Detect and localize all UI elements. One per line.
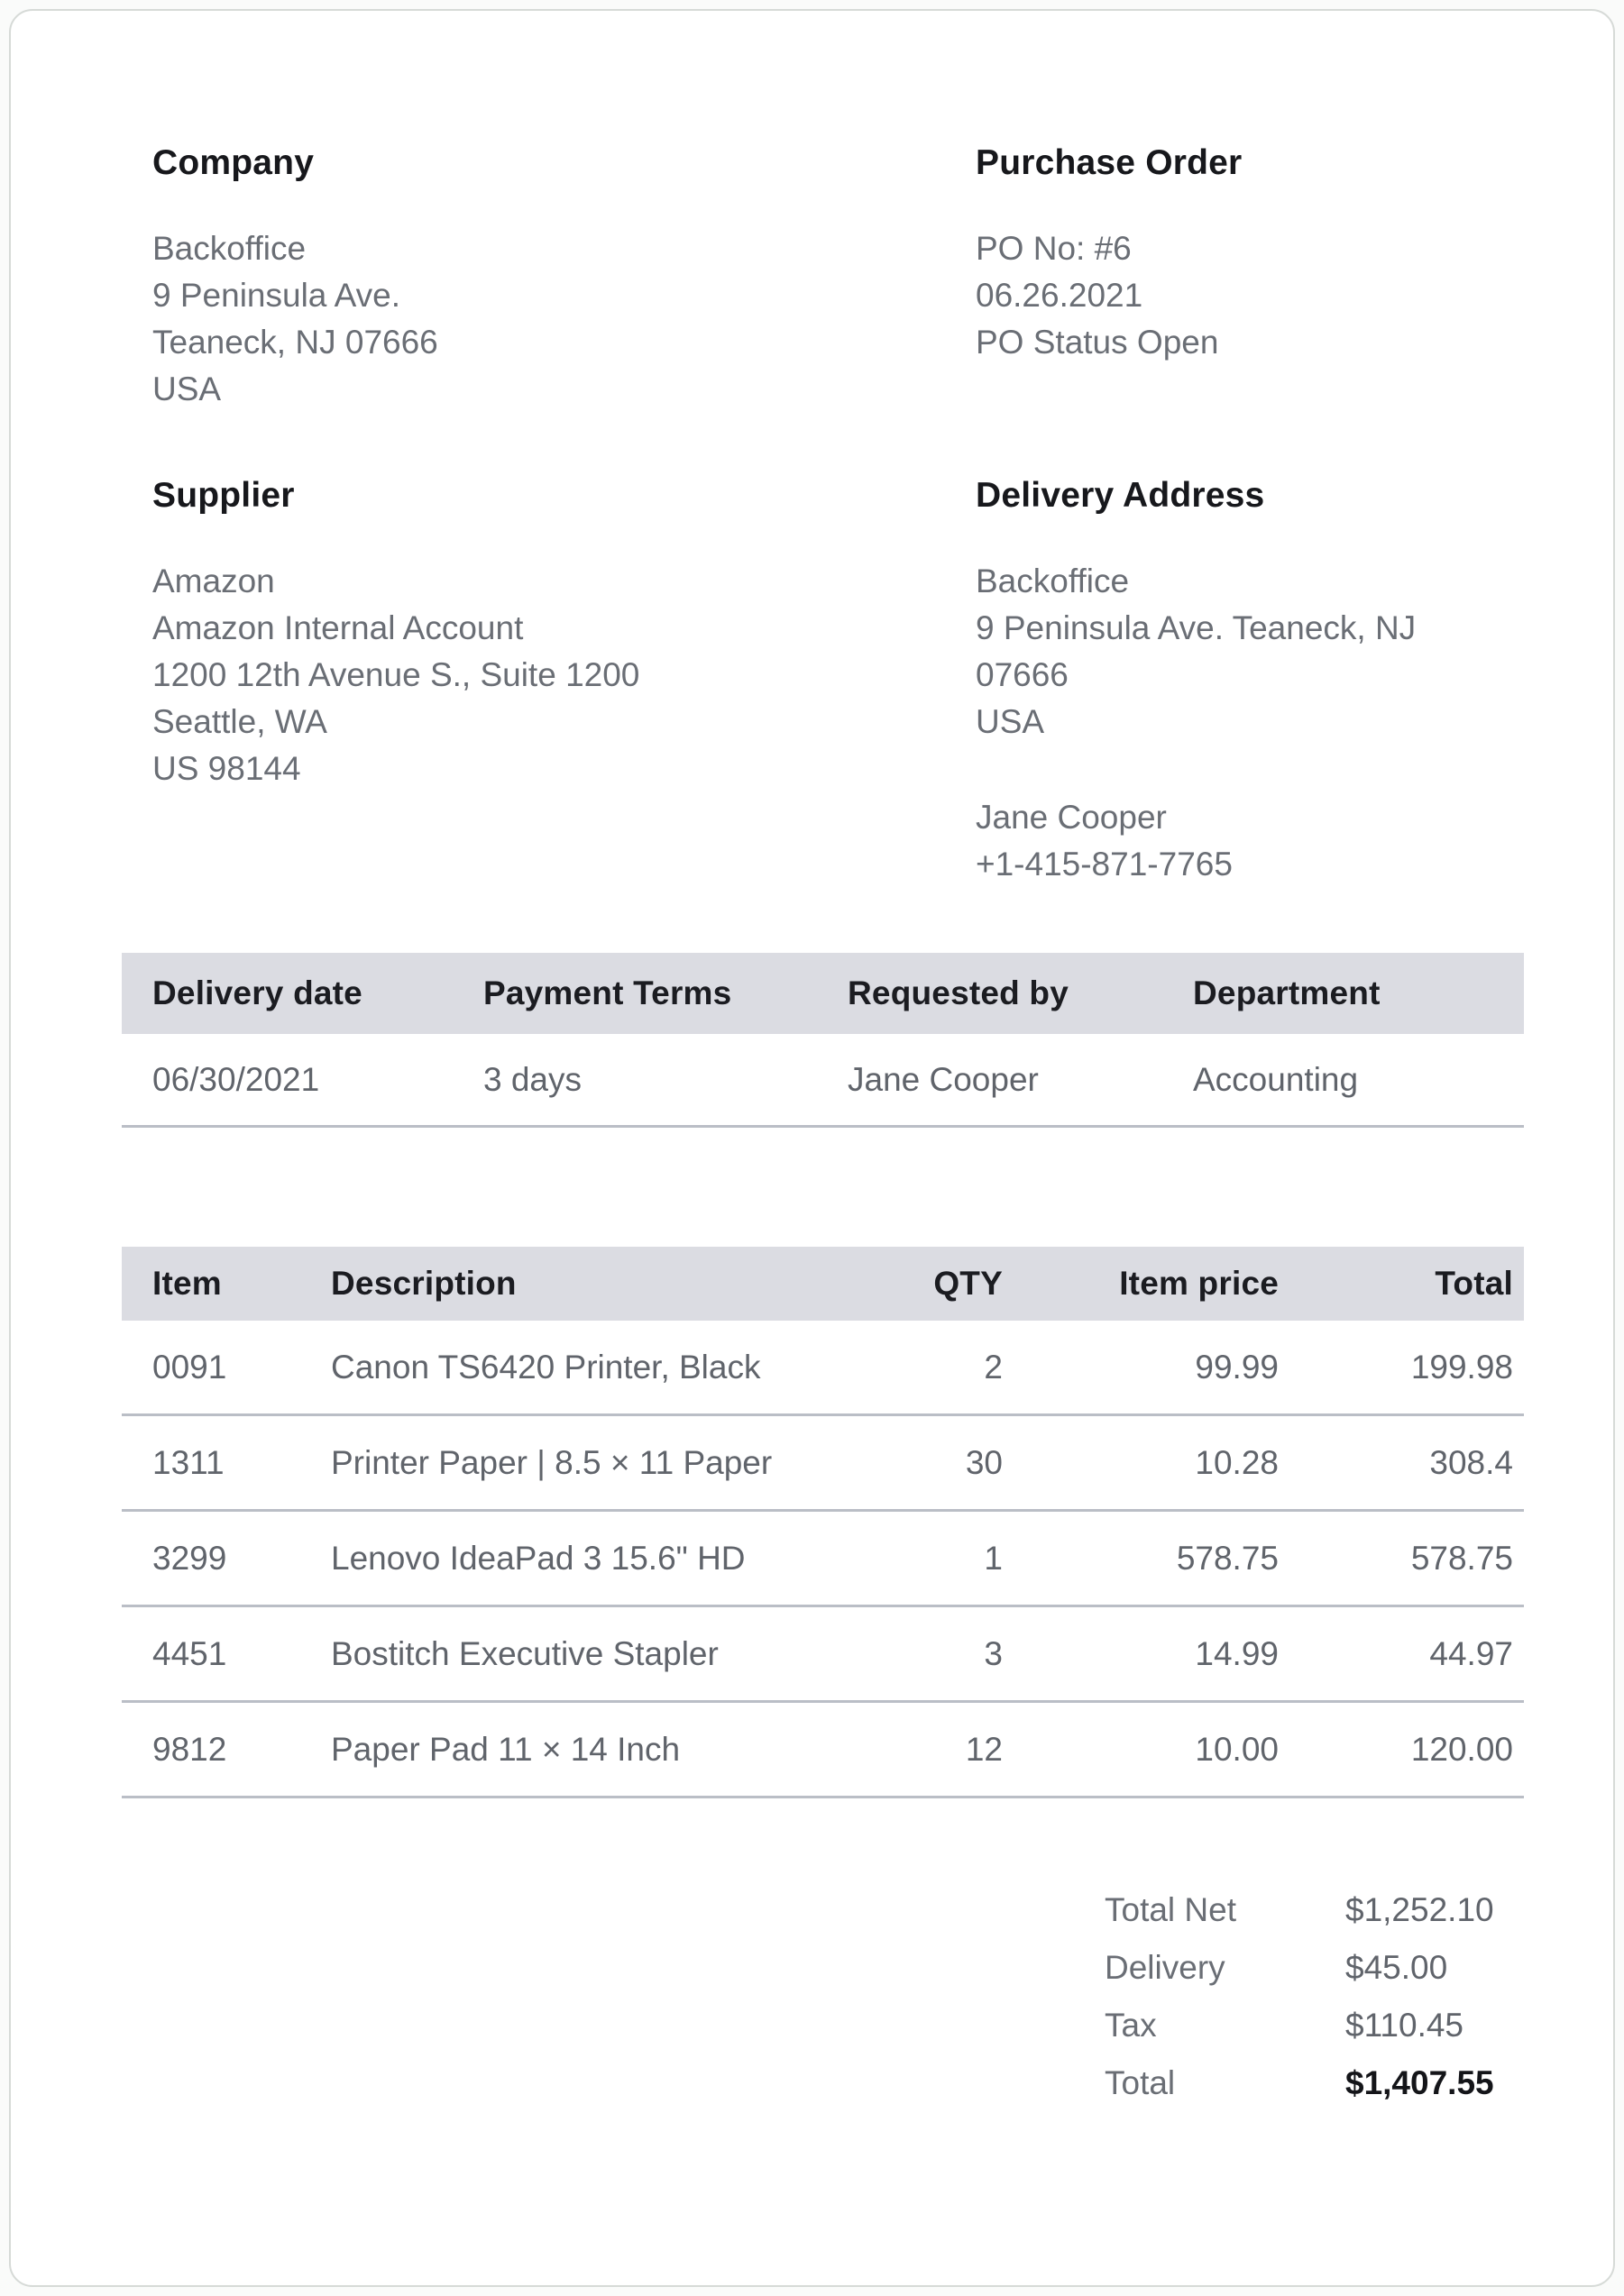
item-qty: 2 — [984, 1348, 1003, 1386]
totals-row-tax — [1105, 1997, 1523, 2054]
purchase-order-section — [945, 142, 1523, 413]
purchase-order-heading: Purchase Order — [976, 143, 1243, 182]
totals-row-net — [1105, 1881, 1523, 1939]
delivery-address-heading: Delivery Address — [976, 476, 1265, 515]
purchase-order-document — [9, 9, 1615, 2287]
department-value: Accounting — [1193, 1060, 1359, 1098]
address-row — [122, 475, 1523, 888]
order-details-value-row — [122, 1034, 1524, 1128]
item-code: 1311 — [152, 1443, 225, 1481]
item-price: 10.00 — [1195, 1730, 1279, 1768]
table-row — [122, 1703, 1524, 1798]
item-code: 3299 — [152, 1539, 227, 1577]
address-line: Amazon — [152, 563, 275, 599]
delivery-address — [976, 558, 1523, 746]
purchase-order-meta — [976, 225, 1523, 366]
column-header-payment-terms: Payment Terms — [483, 974, 732, 1011]
item-price: 10.28 — [1195, 1443, 1279, 1481]
address-line: 9 Peninsula Ave. Teaneck, NJ — [976, 609, 1417, 646]
item-price: 99.99 — [1195, 1348, 1279, 1386]
totals-section — [1105, 1881, 1523, 2112]
delivery-date-value: 06/30/2021 — [152, 1060, 320, 1098]
company-heading: Company — [152, 143, 315, 182]
totals-value: $1,252.10 — [1345, 1891, 1494, 1928]
supplier-address — [152, 558, 945, 792]
totals-value: $45.00 — [1345, 1949, 1448, 1986]
totals-label: Total — [1105, 2064, 1176, 2101]
item-code: 9812 — [152, 1730, 227, 1768]
column-header-item: Item — [152, 1265, 222, 1302]
address-line: Teaneck, NJ 07666 — [152, 324, 438, 361]
table-row — [122, 1416, 1524, 1512]
item-code: 0091 — [152, 1348, 227, 1386]
payment-terms-value: 3 days — [483, 1060, 583, 1098]
column-header-requested-by: Requested by — [848, 974, 1069, 1011]
address-line: 9 Peninsula Ave. — [152, 277, 400, 314]
column-header-delivery-date: Delivery date — [152, 974, 362, 1011]
header-row — [122, 142, 1523, 413]
column-header-item-price: Item price — [1119, 1265, 1279, 1302]
address-line: Backoffice — [152, 230, 307, 267]
column-header-department: Department — [1193, 974, 1381, 1011]
supplier-heading: Supplier — [152, 476, 295, 515]
item-description: Paper Pad 11 × 14 Inch — [331, 1730, 681, 1768]
item-total: 578.75 — [1410, 1539, 1513, 1577]
column-header-total: Total — [1435, 1265, 1513, 1302]
item-qty: 1 — [984, 1539, 1003, 1577]
delivery-address-section — [945, 475, 1523, 888]
column-header-qty: QTY — [933, 1265, 1003, 1302]
supplier-section — [122, 475, 945, 888]
contact-name: Jane Cooper — [976, 799, 1167, 836]
item-price: 578.75 — [1176, 1539, 1279, 1577]
item-total: 120.00 — [1410, 1730, 1513, 1768]
delivery-contact — [976, 794, 1523, 888]
table-row — [122, 1512, 1524, 1607]
item-total: 308.4 — [1429, 1443, 1513, 1481]
item-price: 14.99 — [1195, 1634, 1279, 1672]
po-number: PO No: #6 — [976, 230, 1132, 267]
totals-label: Total Net — [1105, 1891, 1237, 1928]
item-code: 4451 — [152, 1634, 227, 1672]
po-status: PO Status Open — [976, 324, 1219, 361]
address-line: USA — [976, 703, 1045, 740]
items-table — [122, 1247, 1524, 1798]
column-header-description: Description — [331, 1265, 517, 1302]
requested-by-value: Jane Cooper — [848, 1060, 1039, 1098]
contact-phone: +1-415-871-7765 — [976, 846, 1233, 883]
address-line: 1200 12th Avenue S., Suite 1200 — [152, 656, 640, 693]
company-section — [122, 142, 945, 413]
table-row — [122, 1607, 1524, 1703]
item-description: Printer Paper | 8.5 × 11 Paper — [331, 1443, 773, 1481]
item-qty: 3 — [984, 1634, 1003, 1672]
item-description: Canon TS6420 Printer, Black — [331, 1348, 761, 1386]
address-line: Amazon Internal Account — [152, 609, 524, 646]
totals-grand-value: $1,407.55 — [1345, 2064, 1494, 2101]
totals-value: $110.45 — [1345, 2007, 1463, 2044]
item-qty: 30 — [965, 1443, 1003, 1481]
item-qty: 12 — [965, 1730, 1003, 1768]
item-description: Lenovo IdeaPad 3 15.6" HD — [331, 1539, 746, 1577]
order-details-header-row — [122, 953, 1524, 1034]
item-description: Bostitch Executive Stapler — [331, 1634, 719, 1672]
address-line: Seattle, WA — [152, 703, 327, 740]
address-line: 07666 — [976, 656, 1069, 693]
table-row — [122, 1321, 1524, 1416]
po-date: 06.26.2021 — [976, 277, 1143, 314]
items-header-row — [122, 1247, 1524, 1321]
company-address — [152, 225, 945, 413]
address-line: US 98144 — [152, 750, 301, 787]
totals-row-delivery — [1105, 1939, 1523, 1997]
address-line: Backoffice — [976, 563, 1130, 599]
order-details-table — [122, 953, 1524, 1128]
totals-label: Tax — [1105, 2007, 1157, 2044]
item-total: 44.97 — [1429, 1634, 1513, 1672]
item-total: 199.98 — [1410, 1348, 1513, 1386]
totals-label: Delivery — [1105, 1949, 1225, 1986]
totals-row-grand-total — [1105, 2054, 1523, 2112]
address-line: USA — [152, 370, 222, 407]
